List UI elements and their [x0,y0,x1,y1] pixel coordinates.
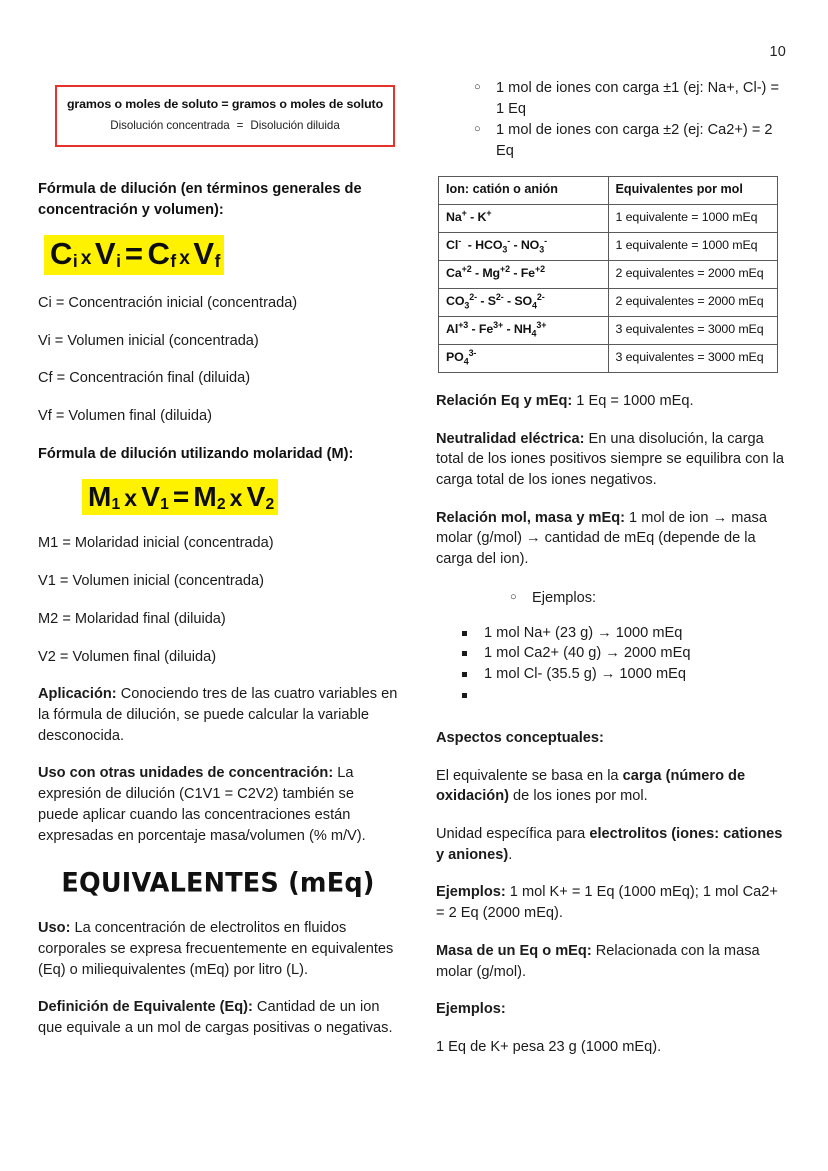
definition-m2: M2 = Molaridad final (diluida) [38,610,226,627]
list-item [436,664,788,685]
cell-ion: $PO_4^{3-}$ [439,344,609,372]
formula-m-times-1: x [124,485,138,512]
heading-aspectos-conceptuales [436,728,788,749]
label-definicion: Definición de Equivalente (Eq): [38,999,253,1016]
cell-ion: $Al^{+3} - Fe^{3+} - NH_4^{3+}$ [439,316,609,344]
formula-m-times-2: x [229,485,243,512]
heading-dilution-molarity: Fórmula de dilución utilizando molaridad (M): [38,445,354,462]
red-box-right-term: Disolución diluida [250,118,340,132]
formula-vf-sub: f [214,251,221,272]
label-masa-eq: Masa de un Eq o mEq: [436,942,592,959]
column-header-equivalentes: Equivalentes por mol [608,176,778,204]
formula-dilution-general [44,235,224,275]
definition-cf: Cf = Concentración final (diluida) [38,370,251,387]
two-column-body [0,78,828,1075]
label-ejemplos-1: Ejemplos: [436,884,506,901]
left-column [38,78,398,1056]
definition-m1: M1 = Molaridad inicial (concentrada) [38,535,274,552]
definition-vf: Vf = Volumen final (diluida) [38,407,213,424]
bullet-text: 1 mol de iones con carga ±2 (ej: Ca2+) = 2 Eq [496,122,773,160]
paragraph-ejemplos-2-line: 1 Eq de K+ pesa 23 g (1000 mEq). [436,1038,662,1055]
formula-vi-base: V [94,236,117,272]
table-row [439,288,778,316]
paragraph-relacion-mol [436,508,788,570]
formula-equals: = [124,236,144,272]
cell-ion: $Ca^{+2} - Mg^{+2} - Fe^{+2}$ [439,260,609,288]
formula-vi-sub: i [116,251,121,272]
formula-v2-base: V [246,481,266,513]
bullet-text: Ejemplos: [532,589,597,606]
text-uso-otras: La expresión de dilución (C1V1 = C2V2) también se puede aplicar cuando las concentraciones están expresadas en porcentaje masa/volumen (% m/V). [38,765,366,844]
list-item [436,623,788,644]
bullet-circle-icon: ○ [474,123,481,136]
bullet-list-carga [436,78,788,162]
formula-cf-base: C [147,236,171,272]
paragraph-aplicacion [38,684,398,746]
bullet-circle-icon: ○ [510,590,517,603]
text-uso: La concentración de electrolitos en fluidos corporales se expresa frecuentemente en equivalentes (Eq) o miliequivalentes (mEq) por litro (L). [38,920,394,978]
cell-equivalentes: 3 equivalentes = 3000 mEq [608,344,778,372]
label-ejemplos-2: Ejemplos: [436,1001,506,1018]
cell-equivalentes: 3 equivalentes = 3000 mEq [608,316,778,344]
paragraph-neutralidad [436,429,788,491]
formula-v1-sub: 1 [160,496,169,514]
page-number: 10 [769,44,786,60]
cell-equivalentes: 1 equivalente = 1000 mEq [608,204,778,232]
column-header-ion: Ion: catión o anión [439,176,609,204]
text-aplicacion: Conociendo tres de las cuatro variables en la fórmula de dilución, se puede calcular la variable desconocida. [38,686,398,744]
label-relacion-eq: Relación Eq y mEq: [436,392,573,409]
text-ejemplos-1: 1 mol K+ = 1 Eq (1000 mEq); 1 mol Ca2+ = 2 Eq (2000 mEq). [436,884,778,922]
formula-times-1: x [80,248,92,270]
formula-times-2: x [179,248,191,270]
table-header-row [439,176,778,204]
bullet-text: 1 mol de iones con carga ±1 (ej: Na+, Cl-) = 1 Eq [496,80,779,117]
bullet-circle-icon: ○ [474,81,481,93]
paragraph-definicion-equivalente [38,997,398,1038]
paragraph-ejemplos-1 [436,882,788,923]
bullet-square-icon [462,693,467,698]
list-item [436,78,788,119]
text-unidad-pre: Unidad específica para [436,825,590,842]
formula-m1-sub: 1 [111,496,121,514]
cell-equivalentes: 1 equivalente = 1000 mEq [608,232,778,260]
formula-m2-base: M [193,481,217,513]
text-unidad-post: . [508,846,513,863]
list-item [436,120,788,161]
table-body [439,204,778,372]
text-neutralidad: En una disolución, la carga total de los iones positivos siempre se equilibra con la carga total de los iones negativos. [436,430,785,489]
table-row [439,260,778,288]
formula-m1-base: M [88,481,112,513]
label-aspectos: Aspectos conceptuales: [436,729,604,746]
heading-dilution-general: Fórmula de dilución (en términos generales de concentración y volumen): [38,180,362,218]
list-item [436,588,788,609]
bullet-square-icon [462,672,467,677]
paragraph-equivalente-carga [436,766,788,807]
red-box-equals: = [236,118,244,132]
paragraph-unidad-electrolitos [436,824,788,865]
formula-dilution-general-wrap [38,235,398,275]
formula-ci-sub: i [72,251,78,272]
formula-m-equals: = [172,481,190,513]
cell-ion: Na+ - K+ [439,204,609,232]
text-equivalente-pre: El equivalente se basa en la [436,767,623,784]
section-heading-equivalentes: EQUIVALENTES (mEq) [61,867,375,900]
text-relacion-mol: 1 mol de ion → masa molar (g/mol) → cantidad de mEq (depende de la carga del ion). [436,509,767,568]
list-item [436,643,788,664]
bullet-square-icon [462,631,467,636]
text-definicion: Cantidad de un ion que equivale a un mol de cargas positivas o negativas. [38,999,393,1037]
paragraph-masa-eq [436,941,788,982]
formula-cf-sub: f [170,251,177,272]
paragraph-uso-otras-unidades [38,763,398,846]
formula-m2-sub: 2 [216,496,226,514]
bullet-text: 1 mol Cl- (35.5 g) → 1000 mEq [484,666,686,683]
formula-vf-base: V [193,236,215,272]
cell-ion: $Cl^- - HCO_3^- - NO_3^-$ [439,232,609,260]
label-neutralidad: Neutralidad eléctrica: [436,430,585,447]
definition-vi: Vi = Volumen inicial (concentrada) [38,332,259,349]
label-aplicacion: Aplicación: [38,686,117,703]
red-box-line-2 [65,118,385,135]
table-row [439,344,778,372]
table-row [439,316,778,344]
paragraph-uso [38,918,398,980]
paragraph-ejemplos-2-heading [436,999,788,1020]
label-uso: Uso: [38,920,71,937]
red-box-line-1: gramos o moles de soluto = gramos o moles de soluto [66,97,384,111]
cell-equivalentes: 2 equivalentes = 2000 mEq [608,288,778,316]
bullet-text: 1 mol Ca2+ (40 g) → 2000 mEq [484,645,691,662]
bullet-list-ejemplos [436,588,788,609]
table-row [439,232,778,260]
red-box-left-term: Disolución concentrada [110,118,230,132]
list-item-empty [436,685,788,704]
text-masa-eq: Relacionada con la masa molar (g/mol). [436,942,760,980]
text-equivalente-post: de los iones por mol. [508,788,648,805]
bullet-square-icon [462,651,467,656]
table-row [439,204,778,232]
formula-v1-base: V [141,481,161,513]
text-unidad-bold: electrolitos (iones: cationes y aniones) [436,825,783,863]
definition-ci: Ci = Concentración inicial (concentrada) [38,294,298,311]
cell-equivalentes: 2 equivalentes = 2000 mEq [608,260,778,288]
formula-dilution-molarity-wrap [38,479,398,515]
label-relacion-mol: Relación mol, masa y mEq: [436,509,625,526]
text-relacion-eq: 1 Eq = 1000 mEq. [572,392,694,409]
text-equivalente-bold: carga (número de oxidación) [436,767,746,805]
formula-ci-base: C [50,236,73,272]
cell-ion: $CO_3^{2-} - S^{2-} - SO_4^{2-}$ [439,288,609,316]
label-uso-otras: Uso con otras unidades de concentración: [38,765,334,782]
ions-equivalents-table [438,176,778,373]
bullet-text: 1 mol Na+ (23 g) → 1000 mEq [484,624,683,641]
paragraph-relacion-eq [436,391,788,412]
definition-v2: V2 = Volumen final (diluida) [38,648,217,665]
right-column [436,78,788,1075]
formula-v2-sub: 2 [265,496,275,514]
formula-dilution-molarity [82,479,278,515]
red-equation-box [55,85,395,147]
definition-v1: V1 = Volumen inicial (concentrada) [38,573,264,590]
bullet-sublist-ejemplos [436,623,788,704]
